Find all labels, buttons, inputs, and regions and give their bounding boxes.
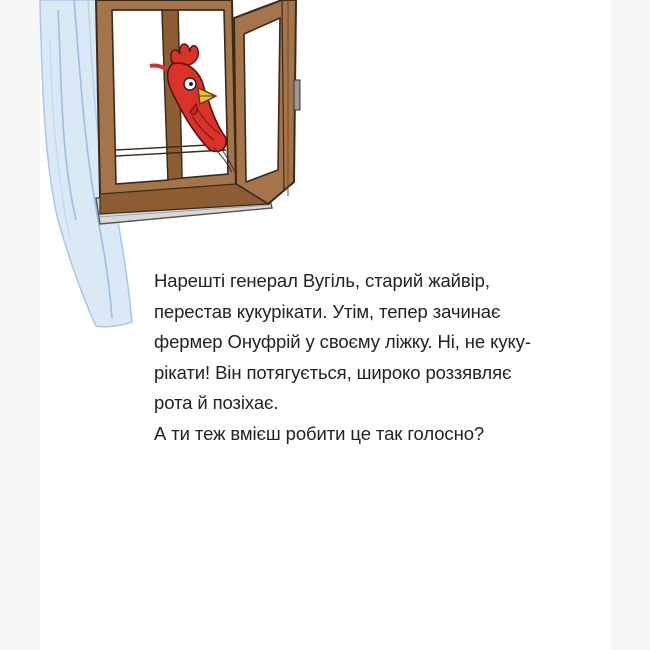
story-line: фермер Онуфрій у своєму ліжку. Ні, не куку- bbox=[154, 331, 531, 352]
story-line: А ти теж вмієш робити це так голосно? bbox=[154, 422, 485, 444]
window-frame bbox=[96, 0, 236, 196]
story-line: рота й позіхає. bbox=[154, 392, 279, 413]
story-line: Нарешті генерал Вугіль, старий жайвір, bbox=[154, 270, 490, 291]
story-line: перестав кукурікати. Утім, тепер зачинає bbox=[154, 300, 501, 322]
story-text bbox=[154, 266, 594, 449]
story-line: рікати! Він потягується, широко роззявляє bbox=[154, 361, 512, 383]
